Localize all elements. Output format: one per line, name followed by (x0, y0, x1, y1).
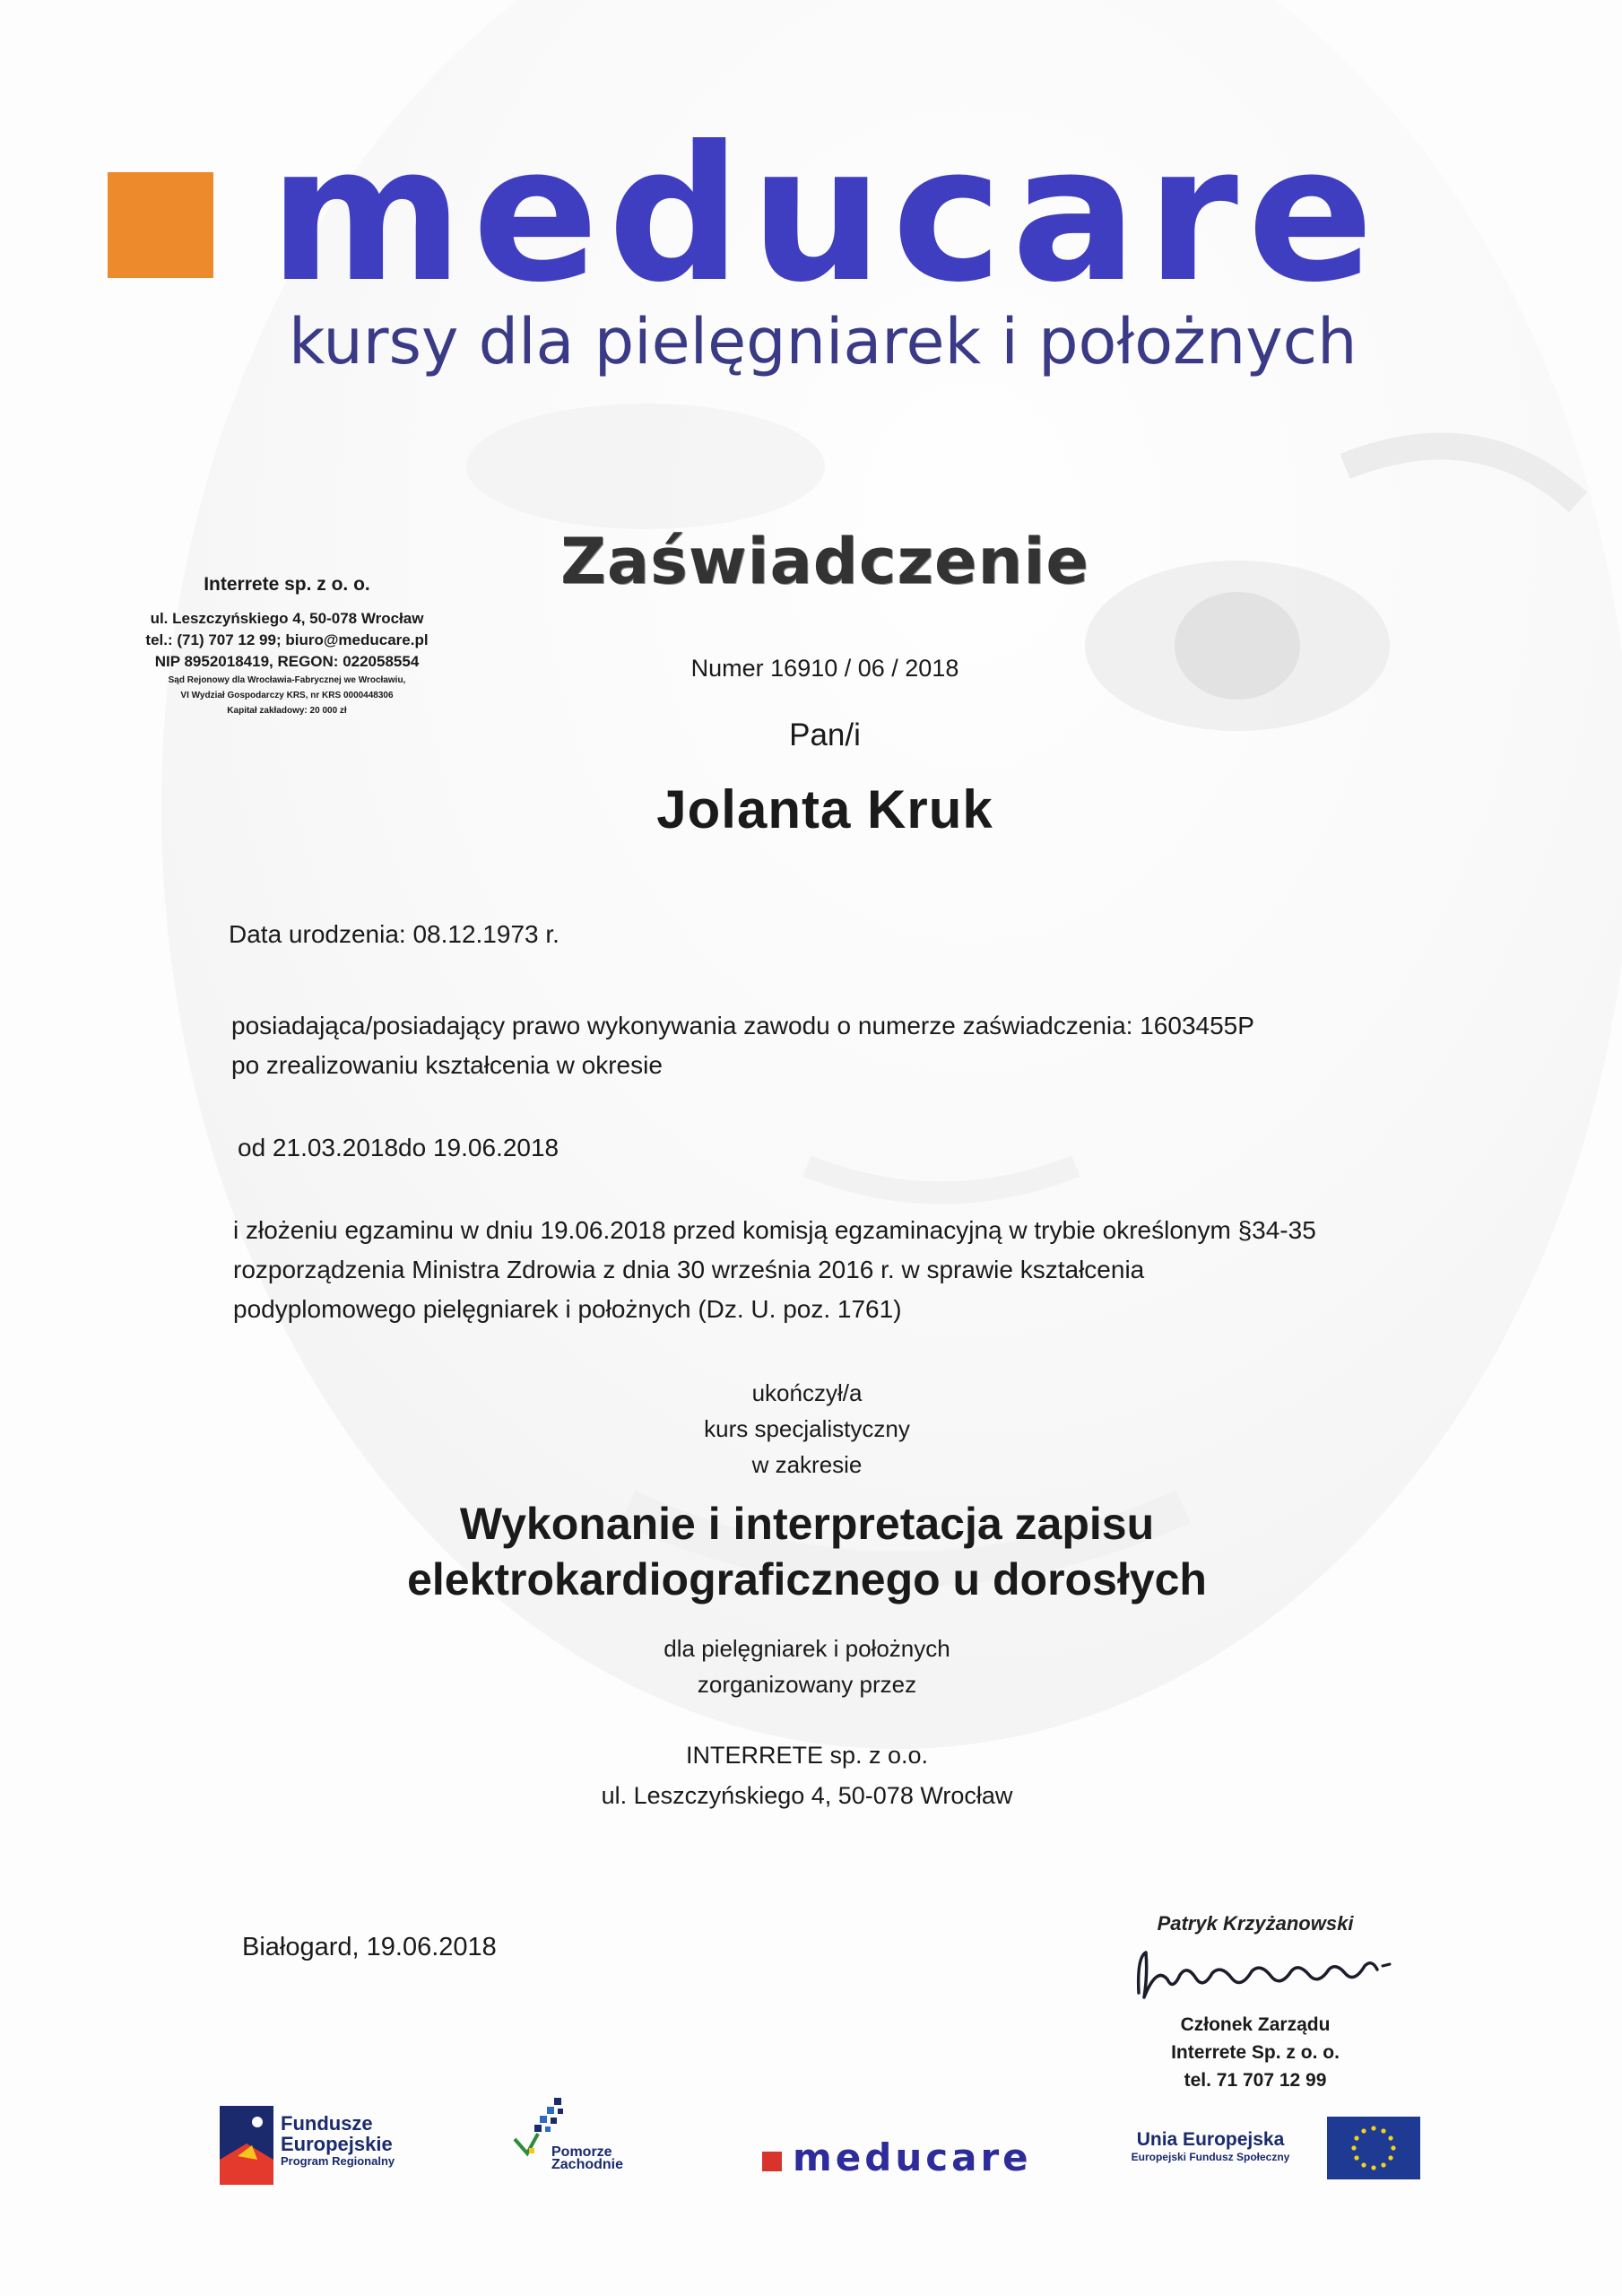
signatory-role: Członek Zarządu (1180, 2014, 1331, 2035)
scope-text: w zakresie (751, 1451, 863, 1478)
unia-europejska-logo (1107, 2117, 1430, 2197)
birth-date: Data urodzenia: 08.12.1973 r. (229, 920, 559, 948)
pomorze-zachodnie-text (551, 2146, 623, 2171)
exam-line-1: i złożeniu egzaminu w dniu 19.06.2018 przed komisją egzaminacyjną w trybie określonym §34-35 (233, 1216, 1316, 1244)
company-krs: VI Wydział Gospodarczy KRS, nr KRS 0000448306 (180, 691, 394, 700)
fundusze-europejskie-icon (220, 2106, 273, 2185)
handwritten-signature (1121, 1939, 1408, 2011)
fe-line-3: Program Regionalny (281, 2154, 395, 2168)
audience-text: dla pielęgniarek i położnych (664, 1635, 950, 1662)
course-type: kurs specjalistyczny (704, 1415, 910, 1442)
organized-by-text: zorganizowany przez (697, 1671, 917, 1698)
organizer-address: ul. Leszczyńskiego 4, 50-078 Wrocław (601, 1782, 1013, 1809)
certificate-number: Numer 16910 / 06 / 2018 (690, 655, 959, 682)
signature-block (1121, 1912, 1390, 2094)
fe-line-1: Fundusze (281, 2112, 373, 2135)
training-line: po zrealizowaniu kształcenia w okresie (231, 1051, 663, 1079)
place-date: Białogard, 19.06.2018 (242, 1933, 497, 1961)
logo-wordmark: meducare (269, 107, 1383, 324)
exam-paragraph (233, 1211, 1488, 1329)
logo-tagline: kursy dla pielęgniarek i położnych (289, 305, 1357, 378)
exam-line-2: rozporządzenia Ministra Zdrowia z dnia 30 września 2016 r. w sprawie kształcenia (233, 1256, 1145, 1283)
fe-line-2: Europejskie (281, 2133, 393, 2155)
company-capital: Kapitał zakładowy: 20 000 zł (227, 706, 347, 716)
license-paragraph (231, 1006, 1487, 1085)
signatory-name: Patryk Krzyżanowski (1157, 1912, 1354, 1935)
fundusze-europejskie-text (281, 2113, 395, 2168)
completion-block (359, 1375, 1255, 1483)
meducare-small-logo (762, 2130, 1049, 2184)
ue-line-2: Europejski Fundusz Społeczny (1131, 2151, 1290, 2163)
salutation: Pan/i (789, 718, 861, 752)
training-period: od 21.03.2018do 19.06.2018 (238, 1134, 559, 1161)
course-name-line-1: Wykonanie i interpretacja zapisu (459, 1499, 1155, 1549)
company-contact: tel.: (71) 707 12 99; biuro@meducare.pl (145, 631, 429, 648)
meducare-small-square (762, 2152, 782, 2171)
license-line: posiadająca/posiadający prawo wykonywania zawodu o numerze zaświadczenia: 1603455P (231, 1012, 1254, 1039)
person-name: Jolanta Kruk (656, 779, 993, 839)
pomorze-zachodnie-logo (511, 2094, 655, 2193)
signatory-company: Interrete Sp. z o. o. (1171, 2042, 1340, 2063)
course-name-line-2: elektrokardiograficznego u dorosłych (407, 1554, 1207, 1605)
company-ids: NIP 8952018419, REGON: 022058554 (154, 653, 420, 670)
pz-line-1: Pomorze (551, 2144, 612, 2160)
completed-text: ukończył/a (751, 1379, 863, 1406)
organizer-block (359, 1735, 1255, 1816)
signatory-phone: tel. 71 707 12 99 (1184, 2070, 1327, 2091)
exam-line-3: podyplomowego pielęgniarek i położnych (Dz. U. poz. 1761) (233, 1295, 902, 1323)
logo-orange-square (108, 172, 213, 278)
course-name (269, 1496, 1345, 1607)
meducare-small-word: meducare (793, 2135, 1032, 2179)
audience-block (359, 1631, 1255, 1702)
company-address: ul. Leszczyńskiego 4, 50-078 Wrocław (150, 610, 424, 627)
company-court: Sąd Rejonowy dla Wrocławia-Fabrycznej we Wrocławiu, (168, 675, 406, 685)
company-name: Interrete sp. z o. o. (204, 574, 370, 595)
eu-flag-icon (1327, 2117, 1420, 2179)
pz-line-2: Zachodnie (551, 2157, 624, 2172)
fundusze-europejskie-logo (220, 2102, 453, 2192)
certificate-title: Zaświadczenie (560, 525, 1089, 598)
company-info (90, 574, 484, 718)
ue-line-1: Unia Europejska (1136, 2129, 1285, 2150)
ue-text (1107, 2129, 1314, 2163)
organizer-name: INTERRETE sp. z o.o. (685, 1742, 929, 1769)
